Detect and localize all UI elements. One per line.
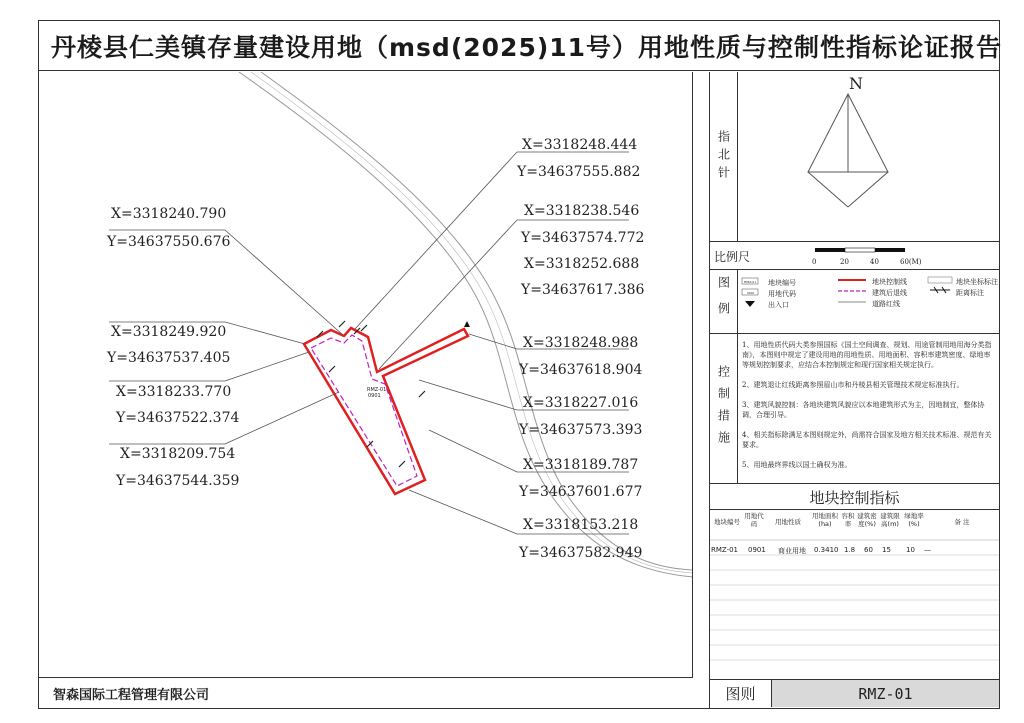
legend-item: 地块控制线 (872, 278, 907, 286)
table-header: 用地代码 (744, 512, 764, 528)
coordinate-y: Y=34637550.676 (107, 234, 231, 250)
coordinate-y: Y=34637618.904 (519, 362, 643, 378)
parcel-code: 0901 (368, 393, 381, 399)
coordinate-y: Y=34637582.949 (519, 545, 643, 561)
drawing-sheet (38, 20, 1003, 709)
index-table-title: 地块控制指标 (710, 486, 999, 510)
legend-item: 地块编号 (768, 279, 796, 287)
coordinate-x: X=3318248.988 (523, 335, 639, 351)
north-arrow-icon (738, 72, 998, 242)
table-cell: 0.3410 (814, 546, 839, 554)
map-number-value: RMZ-01 (772, 680, 999, 707)
legend-item: 距离标注 (956, 289, 984, 297)
table-header: 绿地率(%) (904, 512, 924, 528)
north-label-text: 指北针 (716, 129, 731, 184)
footer (39, 677, 693, 708)
control-item: 4、相关指标除满足本图则规定外，尚需符合国家及地方相关技术标准、规范有关要求。 (742, 431, 992, 449)
north-arrow-label (710, 72, 738, 241)
scale-bar-icon (790, 242, 990, 270)
coordinate-x: X=3318238.546 (524, 203, 640, 219)
title-bar (39, 21, 1003, 71)
table-cell: 商业用地 (778, 547, 806, 555)
coordinate-y: Y=34637537.405 (107, 350, 231, 366)
page-title: 丹棱县仁美镇存量建设用地（msd(2025)11号）用地性质与控制性指标论证报告 (51, 32, 1003, 62)
control-measures-label (710, 334, 738, 483)
legend-label-text: 图例 (716, 276, 731, 328)
table-header: 容积率 (841, 512, 855, 528)
table-header: 用地面积(ha) (812, 512, 838, 528)
table-header: 建筑限高(m) (880, 512, 900, 528)
legend-item: 道路红线 (872, 300, 900, 308)
coordinate-y: Y=34637574.772 (521, 230, 645, 246)
table-header: 备 注 (954, 518, 970, 526)
map-area (39, 72, 693, 677)
table-header: 建筑密度(%) (857, 512, 877, 528)
coordinate-x: X=3318227.016 (523, 395, 639, 411)
legend-item: 用地代码 (768, 290, 796, 298)
control-item: 1、用地性质代码大类参照国标《国土空间调查、规划、用途管制用地用海分类指南》，本图则中规定了建设用地的用地性质、用地面积、容积率建筑密度、绿地率等规划控制要求，应结合本控制规定和现行国家相关规定执行。 (742, 341, 992, 369)
table-cell: 60 (864, 546, 873, 554)
coordinate-x: X=3318209.754 (120, 446, 236, 462)
control-item: 2、建筑退让红线距离参照眉山市和丹棱县相关管理技术规定标准执行。 (742, 381, 964, 389)
table-cell: — (924, 546, 931, 554)
scale-tick: 0 (812, 258, 817, 266)
coordinate-x: X=3318248.444 (522, 137, 638, 153)
company-name: 智森国际工程管理有限公司 (53, 687, 210, 703)
table-cell: 0901 (748, 546, 766, 554)
legend-sample: 0901 (747, 291, 755, 295)
legend-label (710, 270, 738, 334)
coordinate-y: Y=34637573.393 (519, 422, 643, 438)
coordinate-x: X=3318189.787 (523, 457, 639, 473)
scale-section (710, 242, 999, 270)
scale-label: 比例尺 (714, 250, 751, 264)
coordinate-x: X=3318233.770 (116, 384, 232, 400)
scale-tick: 40 (870, 258, 879, 266)
coordinate-y: Y=34637617.386 (521, 282, 645, 298)
legend-item: 出入口 (768, 301, 789, 309)
legend-item: 地块坐标标注 (956, 278, 998, 286)
north-n: N (849, 74, 863, 93)
coordinate-x: X=3318249.920 (111, 324, 227, 340)
coordinate-x: X=3318240.790 (111, 206, 227, 222)
control-item: 3、建筑风貌控制：各地块建筑风貌应以本地建筑形式为主，因地制宜，整体协调，合理引导。 (742, 401, 985, 419)
map-number-label: 图则 (710, 680, 772, 707)
legend-item: 建筑后退线 (872, 289, 907, 297)
index-table-grid (710, 510, 999, 680)
coordinate-y: Y=34637555.882 (517, 164, 641, 180)
control-label-text: 控制措施 (716, 364, 731, 453)
entrance-marker (464, 321, 470, 327)
map-number-row (710, 679, 999, 707)
setback-line (311, 335, 417, 486)
parcel-label: RMZ-01 (367, 387, 387, 393)
table-cell: 1.8 (844, 546, 856, 554)
table-cell: 15 (882, 546, 891, 554)
table-header: 用地性质 (775, 518, 801, 526)
coordinate-y: Y=34637601.677 (519, 484, 643, 500)
coordinate-y: Y=34637522.374 (116, 410, 240, 426)
legend-sample: RMZ-01 (744, 280, 757, 284)
north-arrow-section (710, 72, 999, 242)
table-cell: 10 (906, 546, 915, 554)
table-cell: RMZ-01 (711, 546, 739, 554)
coordinate-x: X=3318252.688 (524, 256, 640, 272)
scale-tick: 20 (840, 258, 849, 266)
scale-tick: 60(M) (900, 258, 922, 266)
table-header: 地块编号 (714, 518, 740, 526)
coordinate-y: Y=34637544.359 (116, 473, 240, 489)
side-panel (709, 72, 999, 708)
control-measures-section (710, 334, 999, 484)
legend-section (710, 270, 999, 334)
control-item: 5、用地最终界线以国土确权为准。 (742, 461, 852, 469)
coordinate-x: X=3318153.218 (523, 517, 639, 533)
